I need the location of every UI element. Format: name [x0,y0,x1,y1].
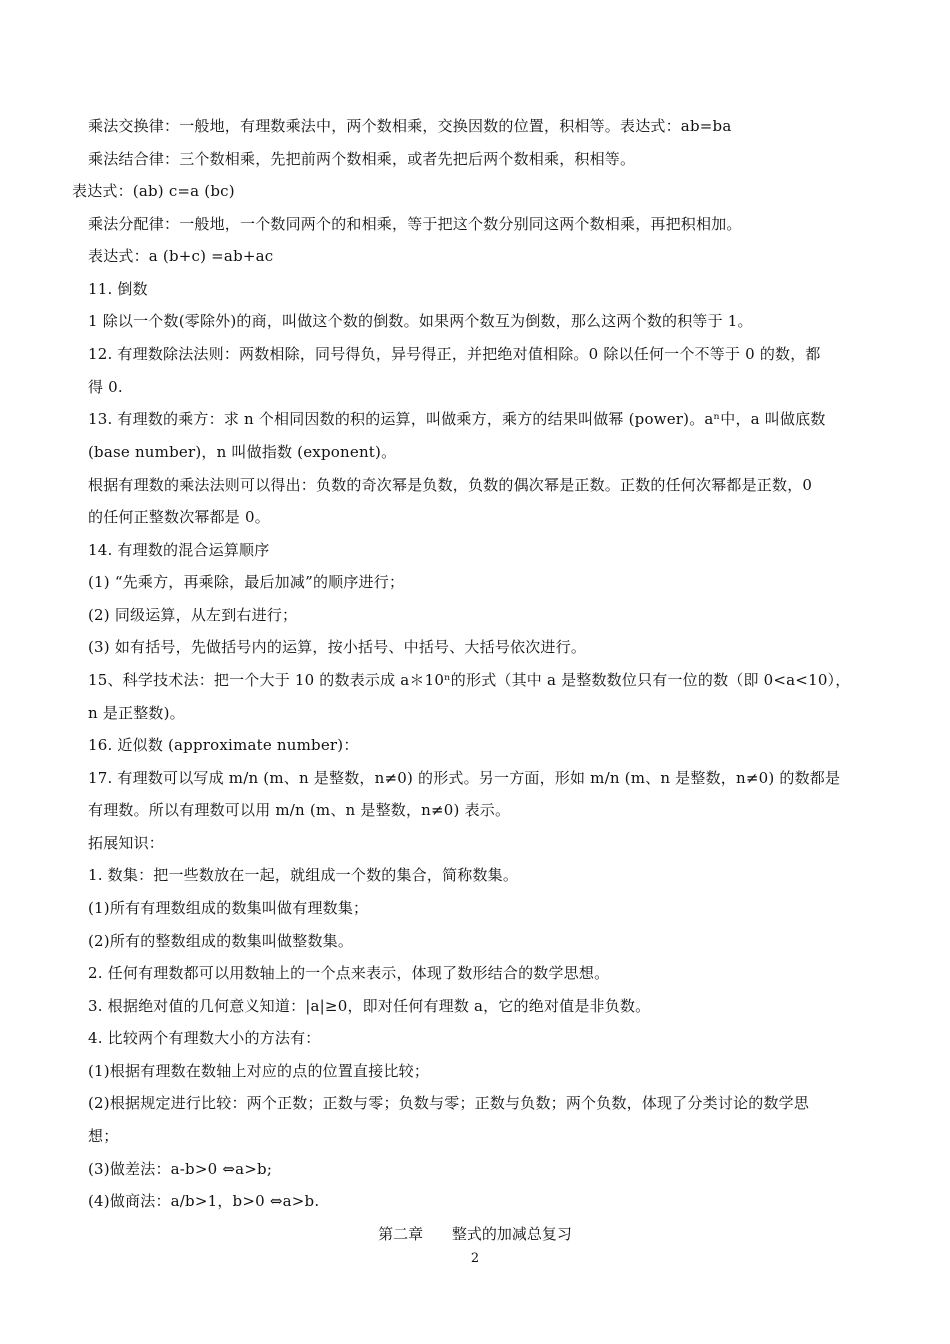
text-line: 表达式：a (b+c) =ab+ac [88,247,274,265]
text-line: (3)做差法：a-b>0 ⇔a>b; [88,1160,273,1178]
text-line: (1)所有有理数组成的数集叫做有理数集； [88,899,369,917]
text-line: (base number)，n 叫做指数 (exponent)。 [88,443,397,461]
text-line: 有理数。所以有理数可以用 m/n (m、n 是整数，n≠0) 表示。 [88,801,511,819]
text-line: 15、科学技术法：把一个大于 10 的数表示成 a＊10ⁿ的形式（其中 a 是整数数位只有一位的数（即 0<a<10）， [88,671,851,689]
text-line: 乘法交换律：一般地，有理数乘法中，两个数相乘，交换因数的位置，积相等。表达式：ab=ba [88,117,732,135]
text-line: 1 除以一个数(零除外)的商，叫做这个数的倒数。如果两个数互为倒数，那么这两个数的积等于 1。 [88,312,753,330]
text-line: 得 0. [88,378,123,396]
text-line: 想； [88,1127,119,1145]
text-line: (1)根据有理数在数轴上对应的点的位置直接比较； [88,1062,430,1080]
text-line: 3. 根据绝对值的几何意义知道：|a|≥0，即对任何有理数 a，它的绝对值是非负数。 [88,997,651,1015]
text-line: 12. 有理数除法法则：两数相除，同号得负，异号得正，并把绝对值相除。0 除以任何一个不等于 0 的数，都 [88,345,821,363]
text-line: 表达式：(ab) c=a (bc) [72,182,235,200]
page-number: 2 [470,1251,480,1266]
text-line: (1) “先乘方，再乘除，最后加减”的顺序进行； [88,573,405,591]
text-line: 拓展知识： [88,834,165,852]
text-line: 11. 倒数 [88,280,148,298]
chapter-title: 第二章 整式的加减总复习 [378,1225,572,1243]
text-line: 16. 近似数 (approximate number)： [88,736,359,754]
text-line: 根据有理数的乘法法则可以得出：负数的奇次幂是负数，负数的偶次幂是正数。正数的任何次幂都是正数，0 [88,476,813,494]
text-line: (2)根据规定进行比较：两个正数；正数与零；负数与零；正数与负数；两个负数，体现了分类讨论的数学思 [88,1094,810,1112]
text-line: n 是正整数)。 [88,704,185,722]
text-line: 2. 任何有理数都可以用数轴上的一个点来表示，体现了数形结合的数学思想。 [88,964,610,982]
text-line: 乘法结合律：三个数相乘，先把前两个数相乘，或者先把后两个数相乘，积相等。 [88,150,636,168]
text-line: (2)所有的整数组成的数集叫做整数集。 [88,932,354,950]
text-line: 14. 有理数的混合运算顺序 [88,541,270,559]
text-line: 13. 有理数的乘方：求 n 个相同因数的积的运算，叫做乘方，乘方的结果叫做幂 (power)。aⁿ中，a 叫做底数 [88,410,826,428]
text-line: 乘法分配律：一般地，一个数同两个的和相乘，等于把这个数分别同这两个数相乘，再把积相加。 [88,215,742,233]
text-line: 4. 比较两个有理数大小的方法有： [88,1029,321,1047]
text-line: 的任何正整数次幂都是 0。 [88,508,270,526]
text-line: 17. 有理数可以写成 m/n (m、n 是整数，n≠0) 的形式。另一方面，形如 m/n (m、n 是整数，n≠0) 的数都是 [88,769,841,787]
text-line: (4)做商法：a/b>1，b>0 ⇔a>b. [88,1192,320,1210]
text-line: (3) 如有括号，先做括号内的运算，按小括号、中括号、大括号依次进行。 [88,638,587,656]
text-line: 1. 数集：把一些数放在一起，就组成一个数的集合，简称数集。 [88,866,519,884]
text-line: (2) 同级运算，从左到右进行； [88,606,298,624]
